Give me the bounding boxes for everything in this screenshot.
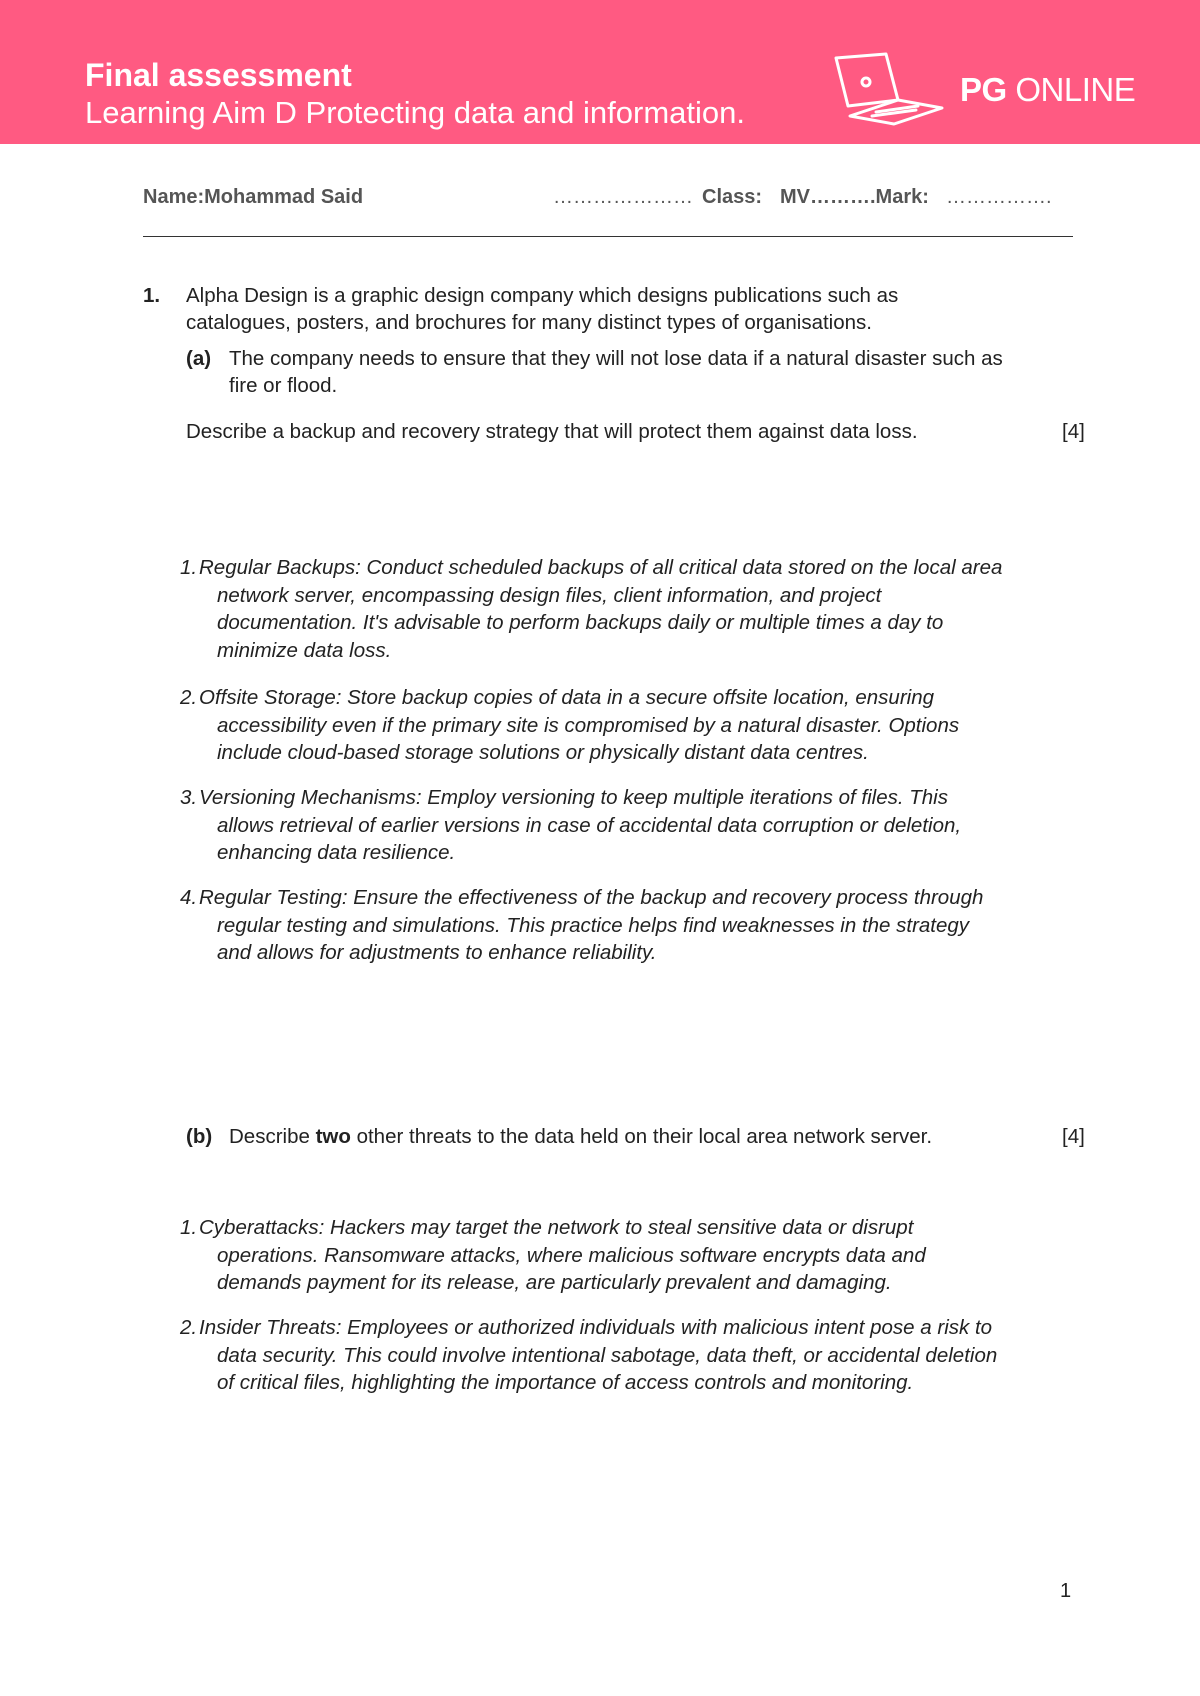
part-a-label: (a) [186, 347, 212, 370]
logo-text: PG ONLINE [960, 71, 1136, 108]
mark-dots: ……………. [946, 186, 1052, 208]
answer-b-item: 2.Insider Threats: Employees or authorized individuals with malicious intent pose a risk to data security. This could involve intentional sabotage, data theft, or accidental deletion of critical files, highlighting the importance of access controls and monitoring. [180, 1316, 998, 1394]
question-intro-line: Alpha Design is a graphic design company which designs publications such as [186, 284, 899, 307]
part-a-text-line: fire or flood. [229, 374, 338, 397]
question-intro-line: catalogues, posters, and brochures for many distinct types of organisations. [186, 311, 872, 334]
answer-a-item: 2.Offsite Storage: Store backup copies of data in a secure offsite location, ensuring accessibility even if the primary site is compromised by a natural disaster. Options include cloud-based storage solutions or physically distant data centres. [180, 686, 960, 764]
header-banner [0, 0, 1200, 144]
name-dots: ………………… [553, 186, 693, 208]
laptop-logo-icon [832, 52, 950, 128]
class-mark-value: MV……….Mark: [780, 186, 929, 208]
student-name: Name:Mohammad Said [143, 186, 364, 208]
answer-a-item: 3.Versioning Mechanisms: Employ versioning to keep multiple iterations of files. This allows retrieval of earlier versions in case of accidental data corruption or deletion, enhancing data resilience. [180, 786, 962, 864]
part-a-text-line: The company needs to ensure that they will not lose data if a natural disaster such as [229, 347, 1003, 370]
part-a-marks: [4] [1062, 420, 1085, 443]
answer-a-item: 1.Regular Backups: Conduct scheduled backups of all critical data stored on the local area network server, encompassing design files, client information, and project documentation. It's advisable to perform backups daily or multiple times a day to minimize data loss. [180, 556, 1003, 662]
answer-a-item: 4.Regular Testing: Ensure the effectiveness of the backup and recovery process through regular testing and simulations. This practice helps find weaknesses in the strategy and allows for adjustments to enhance reliability. [180, 886, 984, 964]
document-subtitle: Learning Aim D Protecting data and information. [85, 95, 745, 130]
page-number: 1 [1060, 1580, 1072, 1602]
part-b-label: (b) [186, 1125, 213, 1148]
part-b-text: Describe two other threats to the data held on their local area network server. [229, 1125, 933, 1148]
part-a-task: Describe a backup and recovery strategy that will protect them against data loss. [186, 420, 918, 443]
header-divider [143, 236, 1073, 237]
document-title: Final assessment [85, 57, 352, 93]
answer-b-item: 1.Cyberattacks: Hackers may target the network to steal sensitive data or disrupt operations. Ransomware attacks, where malicious software encrypts data and demands payment for its release, are particularly prevalent and damaging. [180, 1216, 926, 1294]
part-b-marks: [4] [1062, 1125, 1085, 1148]
question-number: 1. [143, 284, 161, 307]
class-label: Class: [702, 186, 763, 208]
